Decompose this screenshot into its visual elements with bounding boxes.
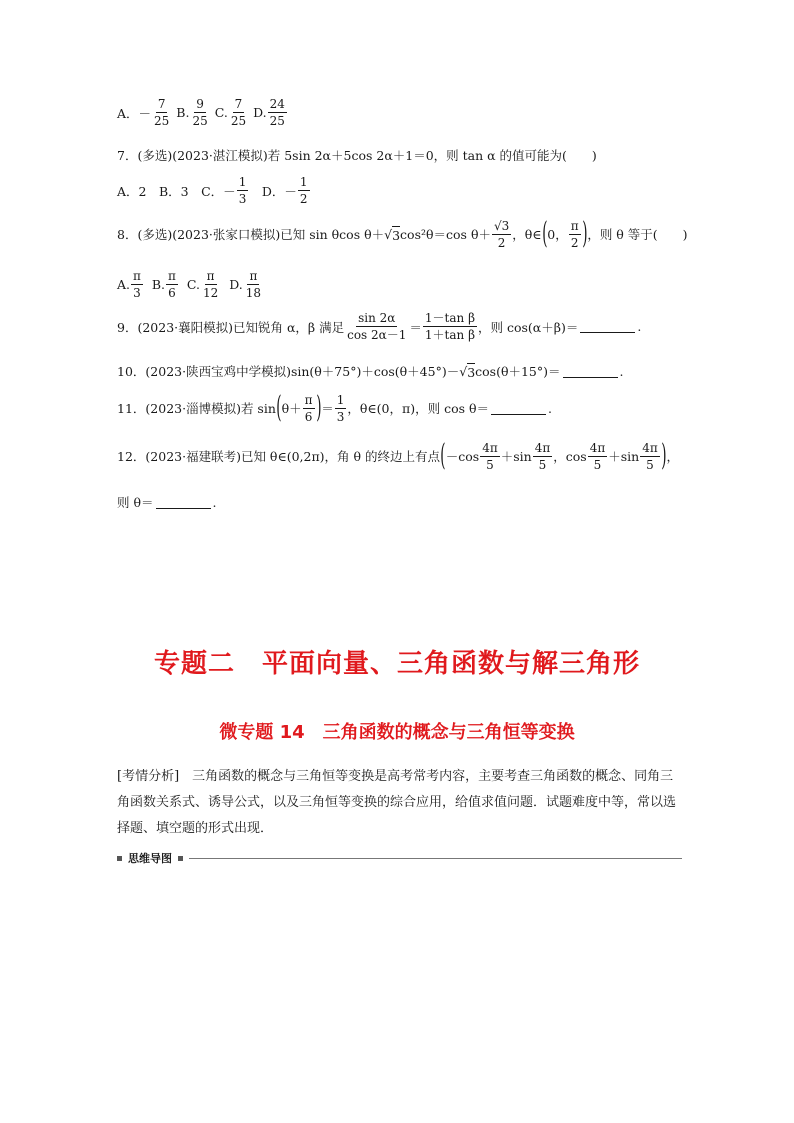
q12-f2-num: 4π [534, 440, 551, 455]
q9-equals: ＝ [409, 319, 422, 335]
q10-stem-a: 10．(2023·陕西宝鸡中学模拟)sin(θ＋75°)＋cos(θ＋45°)－ [117, 364, 460, 379]
q11-stem-b: ，θ∈(0，π)，则 cos θ＝ [347, 401, 490, 416]
q8-d-den: 18 [245, 286, 262, 300]
q12-left-paren: ( [440, 438, 446, 473]
q8-option-c-label: C. [186, 277, 200, 292]
q7-options-ab: A．2 B．3 C．－ [117, 183, 236, 199]
q6-a-den: 25 [154, 114, 170, 128]
q6-c-num: 7 [234, 97, 243, 111]
q6-a-num: 7 [157, 97, 166, 111]
q8-stem-b: cos²θ＝cos θ＋ [400, 227, 491, 242]
q8-option-a-label: A. [117, 277, 131, 292]
q11-answer-blank[interactable] [491, 402, 546, 415]
q9-f2-den: 1＋tan β [424, 328, 476, 342]
q8-a-den: 3 [133, 286, 141, 300]
q6-c-den: 25 [230, 114, 247, 128]
q9-end: . [637, 319, 642, 334]
q7-d-num: 1 [299, 175, 308, 189]
q8-b-frac [166, 270, 178, 299]
q12-line2: 则 θ＝ [117, 495, 154, 510]
q11-stem [117, 390, 553, 425]
q11-left-paren: ( [276, 390, 282, 425]
q8-pi-num: π [570, 218, 579, 233]
q12-f2-den: 5 [538, 457, 547, 472]
square-bullet-icon [117, 856, 122, 861]
q8-c-den: 12 [202, 286, 219, 300]
q10-stem-b: cos(θ＋15°)＝ [475, 364, 561, 379]
q6-option-b-label: B. [176, 105, 190, 120]
q8-b-den: 6 [168, 286, 176, 300]
q8-right-paren: ) [581, 216, 588, 251]
q8-left-paren: ( [541, 216, 548, 251]
q9-f1-num: sin 2α [358, 311, 396, 325]
q9-f1-den: cos 2α－1 [347, 328, 407, 342]
q8-b-num: π [168, 269, 176, 283]
q6-d-den: 25 [269, 114, 285, 128]
q8-options [117, 270, 264, 299]
q11-right-paren: ) [315, 390, 322, 425]
q8-frac-num: √3 [493, 218, 510, 233]
analysis-text: 三角函数的概念与三角恒等变换是高考常考内容，主要考查三角函数的概念、同角三角函数关系式、诱导公式，以及三角恒等变换的综合应用，给值求值问题．试题难度中等，常以选择题、填空题的形式出现． [117, 769, 677, 836]
q8-a-num: π [133, 269, 141, 283]
q8-d-frac [244, 270, 263, 299]
q9-stem-a: 9．(2023·襄阳模拟)已知锐角 α，β 满足 [117, 319, 345, 335]
q6-option-c-frac [229, 98, 248, 127]
q10-answer-blank[interactable] [563, 365, 618, 378]
square-bullet-icon [178, 856, 183, 861]
q7-options [117, 176, 311, 205]
q8-c-num: π [206, 269, 215, 283]
q12-answer-blank[interactable] [156, 496, 211, 509]
q12-comma: ， [666, 449, 679, 464]
q8-pi-den: 2 [570, 235, 579, 250]
mindmap-label: 思维导图 [128, 852, 172, 865]
q6-options [117, 98, 288, 127]
q10-stem [117, 362, 624, 380]
q11-stem-a: 11．(2023·淄博模拟)若 sin [117, 401, 276, 416]
q9-answer-blank[interactable] [580, 320, 635, 333]
q6-option-a-frac [152, 98, 171, 127]
q7-option-d-label: D．－ [249, 183, 297, 199]
divider [189, 858, 682, 859]
q12-end: . [212, 494, 217, 510]
q7-stem: 7．(多选)(2023·湛江模拟)若 5sin 2α＋5cos 2α＋1＝0，则 tan α 的值可能为( ) [117, 148, 597, 163]
q9-f2-num: 1－tan β [424, 311, 476, 325]
q12-p1: －cos [445, 449, 480, 464]
q12-frac-3 [588, 442, 608, 471]
q12-p3: ，cos [553, 449, 587, 464]
q6-option-a-label: A．－ [117, 105, 152, 121]
q10-end: . [619, 363, 624, 379]
q12-frac-1 [480, 442, 500, 471]
exam-analysis [117, 764, 682, 842]
q12-p4: ＋sin [608, 449, 640, 464]
q11-end: . [548, 400, 553, 416]
q7-d-den: 2 [299, 192, 308, 206]
q12-stem [117, 438, 679, 473]
q8-sqrt-value: 3 [392, 227, 401, 243]
q11-equals: ＝ [321, 401, 334, 416]
q8-d-num: π [249, 269, 258, 283]
section-title: 专题二 平面向量、三角函数与解三角形 [153, 649, 640, 679]
q6-option-c-label: C. [214, 105, 228, 120]
q6-option-d-frac [268, 98, 287, 127]
q9-frac-right [423, 312, 477, 341]
q12-answer-line [117, 493, 216, 511]
q8-stem [117, 216, 688, 251]
q8-stem-c: ，θ∈ [512, 227, 542, 242]
q6-b-den: 25 [192, 114, 208, 128]
q8-c-frac [201, 270, 220, 299]
analysis-tag: [考情分析] [117, 769, 180, 784]
q7-c-den: 3 [238, 192, 247, 206]
q12-f1-num: 4π [482, 440, 498, 455]
micro-topic-title: 微专题 14 三角函数的概念与三角恒等变换 [219, 722, 575, 743]
q10-sqrt-sign: √ [459, 363, 468, 379]
q10-sqrt-value: 3 [467, 364, 476, 380]
q6-b-num: 9 [196, 97, 204, 111]
q9-stem [117, 312, 641, 341]
q12-stem-a: 12．(2023·福建联考)已知 θ∈(0,2π)，角 θ 的终边上有点 [117, 449, 441, 464]
q8-a-frac [131, 270, 143, 299]
mindmap-header [117, 850, 682, 866]
q12-f3-den: 5 [593, 457, 602, 472]
q12-frac-4 [640, 442, 660, 471]
q11-inner: θ＋ [281, 401, 302, 416]
q11-one-third [335, 394, 347, 423]
q8-stem-a: 8．(多选)(2023·张家口模拟)已知 sin θcos θ＋ [117, 227, 385, 242]
q12-f4-den: 5 [646, 457, 654, 472]
q8-option-d-label: D. [229, 277, 243, 292]
q12-f1-den: 5 [486, 457, 494, 472]
q8-sqrt-sign: √ [384, 226, 393, 242]
q11-pi-over-6 [303, 394, 315, 423]
q8-option-b-label: B. [151, 277, 166, 292]
q6-d-num: 24 [269, 97, 285, 111]
q12-frac-2 [533, 442, 553, 471]
q8-pi-over-2 [569, 220, 581, 249]
q11-pi-den: 6 [304, 409, 313, 424]
q6-option-d-label: D. [253, 105, 267, 120]
q11-r-num: 1 [336, 392, 345, 407]
q7-d-frac [298, 176, 310, 205]
q12-f4-num: 4π [642, 440, 658, 455]
q12-f3-num: 4π [589, 440, 606, 455]
q8-stem-d: ，则 θ 等于( ) [587, 227, 688, 242]
q12-right-paren: ) [660, 438, 667, 473]
q8-frac-den: 2 [497, 235, 506, 250]
q11-pi-num: π [304, 392, 313, 407]
q6-option-b-frac [190, 98, 209, 127]
q9-frac-left [345, 312, 408, 341]
q7-c-frac [237, 176, 249, 205]
q9-stem-b: ，则 cos(α＋β)＝ [478, 319, 579, 335]
q7-c-num: 1 [238, 175, 247, 189]
q8-interval-a: 0， [547, 227, 568, 242]
q11-r-den: 3 [336, 409, 345, 424]
q8-sqrt3-over-2 [492, 220, 511, 249]
q12-p2: ＋sin [500, 449, 532, 464]
